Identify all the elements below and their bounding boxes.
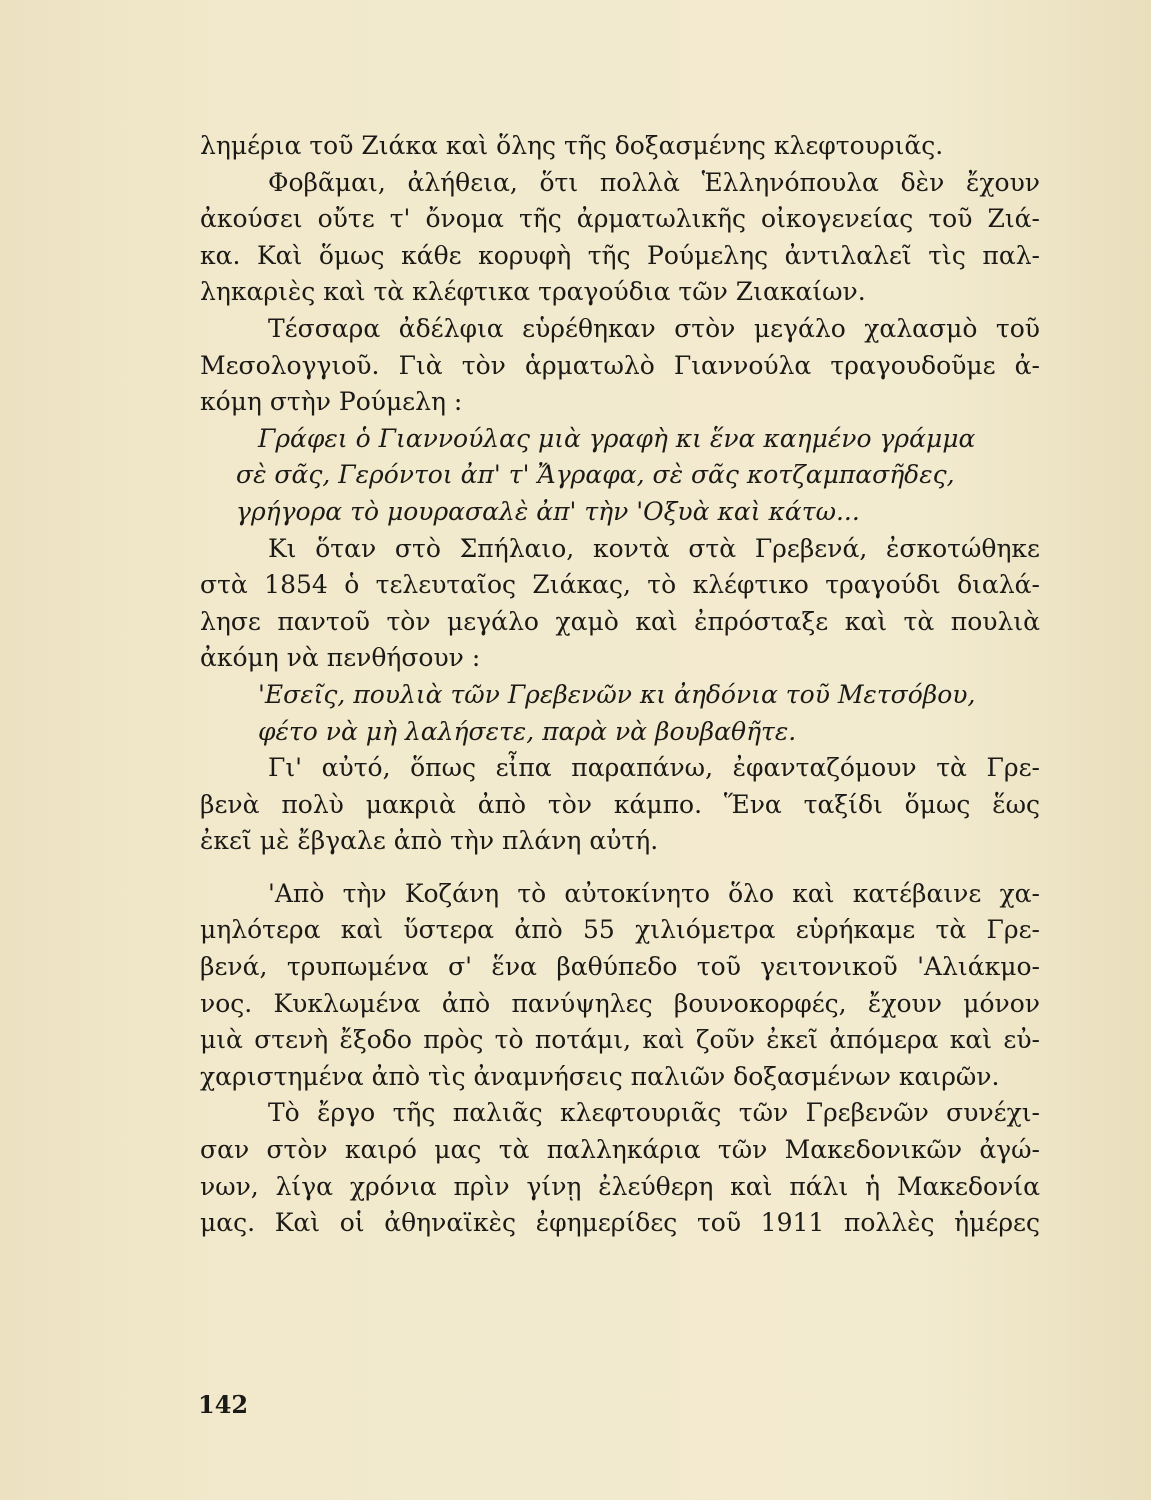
text-line: μας. Καὶ οἱ ἀθηναϊκὲς ἐφημερίδες τοῦ 1911 πολλὲς ἡμέρες — [200, 1208, 1040, 1238]
text-line: νων, λίγα χρόνια πρὶν γίνῃ ἐλεύθερη καὶ πάλι ἡ Μακεδονία — [200, 1171, 1040, 1201]
verse-line: Γράφει ὁ Γιαννούλας μιὰ γραφὴ κι ἕνα καημένο γράμμα — [258, 423, 976, 453]
text-line: χαριστημένα ἀπὸ τὶς ἀναμνήσεις παλιῶν δοξασμένων καιρῶν. — [200, 1061, 1000, 1091]
text-line: κα. Καὶ ὅμως κάθε κορυφὴ τῆς Ρούμελης ἀντιλαλεῖ τὶς παλ- — [200, 240, 1040, 270]
text-line: 'Απὸ τὴν Κοζάνη τὸ αὐτοκίνητο ὅλο καὶ κατέβαινε χα- — [268, 878, 1040, 908]
text-line: βενὰ πολὺ μακριὰ ἀπὸ τὸν κάμπο. Ἕνα ταξίδι ὅμως ἕως — [200, 789, 1040, 819]
text-line: Κι ὅταν στὸ Σπήλαιο, κοντὰ στὰ Γρεβενά, ἐσκοτώθηκε — [268, 533, 1040, 563]
text-line: κόμη στὴν Ρούμελη : — [200, 387, 463, 417]
text-line: Φοβᾶμαι, ἀλήθεια, ὅτι πολλὰ Ἑλληνόπουλα δὲν ἔχουν — [268, 167, 1040, 197]
page-number: 142 — [198, 1390, 249, 1419]
text-line: λημέρια τοῦ Ζιάκα καὶ ὅλης τῆς δοξασμένης κλεφτουριᾶς. — [200, 131, 944, 160]
text-line: μηλότερα καὶ ὕστερα ἀπὸ 55 χιλιόμετρα εὑρήκαμε τὰ Γρε- — [200, 915, 1040, 945]
text-line: βενά, τρυπωμένα σ' ἕνα βαθύπεδο τοῦ γειτονικοῦ 'Αλιάκμο- — [200, 952, 1040, 982]
text-line: ἀκόμη νὰ πενθήσουν : — [200, 643, 481, 673]
text-line: Τέσσαρα ἀδέλφια εὑρέθηκαν στὸν μεγάλο χαλασμὸ τοῦ — [268, 313, 1040, 343]
text-line: ἀκούσει οὔτε τ' ὄνομα τῆς ἀρματωλικῆς οἰκογενείας τοῦ Ζιά- — [200, 204, 1040, 234]
text-line: νος. Κυκλωμένα ἀπὸ πανύψηλες βουνοκορφές, ἔχουν μόνον — [200, 988, 1040, 1018]
text-line: στὰ 1854 ὁ τελευταῖος Ζιάκας, τὸ κλέφτικο τραγούδι διαλά- — [200, 570, 1040, 600]
text-line: Γι' αὐτό, ὅπως εἶπα παραπάνω, ἐφανταζόμουν τὰ Γρε- — [268, 753, 1040, 783]
paragraph-gap — [200, 860, 1040, 876]
text-line: σαν στὸν καιρό μας τὰ παλληκάρια τῶν Μακεδονικῶν ἀγώ- — [200, 1135, 1040, 1165]
verse-line: 'Εσεῖς, πουλιὰ τῶν Γρεβενῶν κι ἀηδόνια τοῦ Μετσόβου, — [258, 679, 976, 709]
verse-line: φέτο νὰ μὴ λαλήσετε, παρὰ νὰ βουβαθῆτε. — [258, 716, 797, 746]
body-text — [200, 128, 1040, 1242]
text-line: Τὸ ἔργο τῆς παλιᾶς κλεφτουριᾶς τῶν Γρεβενῶν συνέχι- — [268, 1098, 1040, 1128]
text-line: λησε παντοῦ τὸν μεγάλο χαμὸ καὶ ἐπρόσταξε καὶ τὰ πουλιὰ — [200, 606, 1040, 636]
text-line: Μεσολογγιοῦ. Γιὰ τὸν ἁρματωλὸ Γιαννούλα τραγουδοῦμε ἀ- — [200, 350, 1040, 380]
text-line: μιὰ στενὴ ἔξοδο πρὸς τὸ ποτάμι, καὶ ζοῦν ἐκεῖ ἀπόμερα καὶ εὐ- — [200, 1025, 1040, 1055]
text-line: ληκαριὲς καὶ τὰ κλέφτικα τραγούδια τῶν Ζιακαίων. — [200, 277, 866, 307]
verse-line: γρήγορα τὸ μουρασαλὲ ἀπ' τὴν 'Οξυὰ καὶ κάτω... — [236, 496, 860, 526]
verse-line: σὲ σᾶς, Γερόντοι ἀπ' τ' Ἄγραφα, σὲ σᾶς κοτζαμπασῆδες, — [236, 460, 955, 490]
text-line: ἐκεῖ μὲ ἔβγαλε ἀπὸ τὴν πλάνη αὐτή. — [200, 826, 659, 856]
